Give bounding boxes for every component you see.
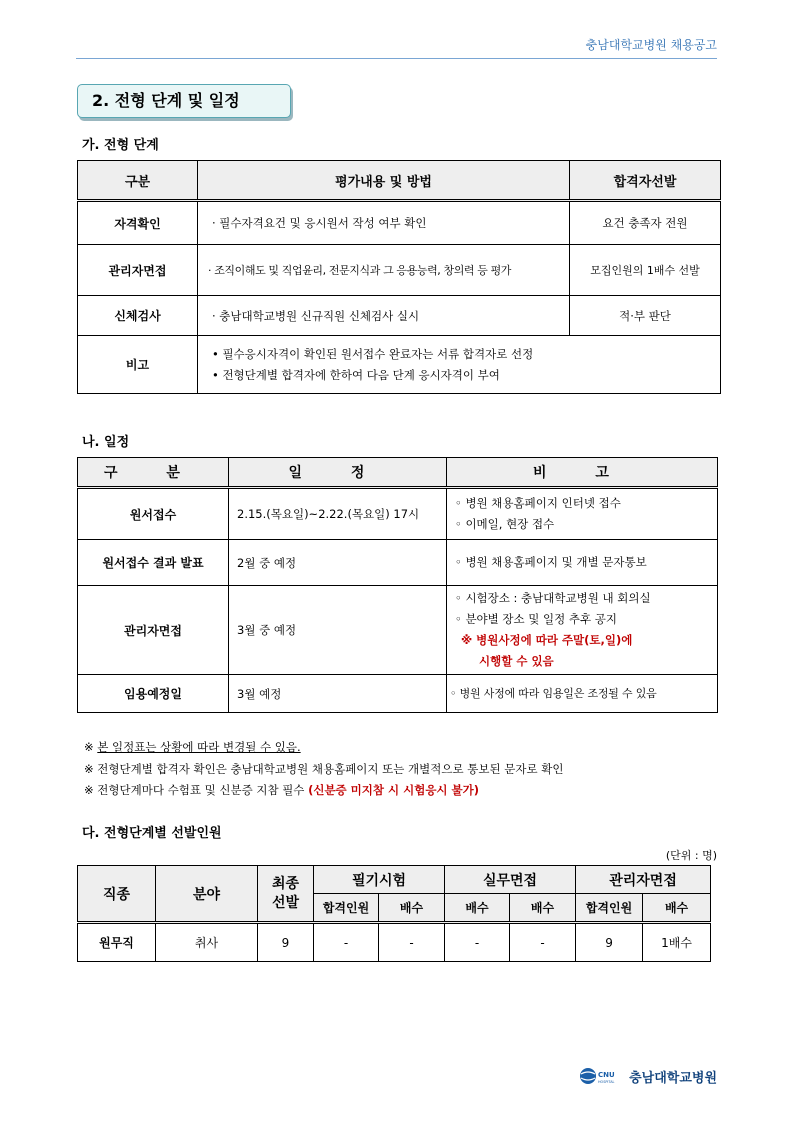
schedule-table: [77, 457, 718, 713]
schedule-date: 3월 예정: [229, 675, 447, 713]
cell-practical-b: -: [510, 923, 576, 962]
svg-text:HOSPITAL: HOSPITAL: [598, 1080, 615, 1084]
schedule-header-category: 구 분: [78, 458, 229, 488]
stage-content: · 필수자격요건 및 응시원서 작성 여부 확인: [198, 201, 570, 245]
logo-text: 충남대학교병원: [629, 1070, 717, 1086]
stage-category: 자격확인: [78, 201, 198, 245]
schedule-title: 나. 일정: [82, 435, 130, 450]
header-pass-count: 합격인원: [576, 894, 643, 923]
schedule-note: ◦ 시험장소 : 충남대학교병원 내 회의실: [455, 591, 651, 605]
stages-header-category: 구분: [78, 161, 198, 201]
footnote-text: 본 일정표는 상황에 따라 변경될 수 있음.: [97, 740, 301, 754]
header-field: 분야: [156, 866, 258, 923]
schedule-header-notes: 비 고: [447, 458, 718, 488]
stage-selection: 적·부 판단: [570, 296, 721, 336]
cell-practical-a: -: [445, 923, 510, 962]
stage-selection: 모집인원의 1배수 선발: [570, 245, 721, 296]
schedule-category: 임용예정일: [78, 675, 229, 713]
schedule-warning: ※ 병원사정에 따라 주말(토,일)에: [461, 633, 633, 647]
header-final: 최종 선발: [258, 866, 314, 923]
schedule-note: ◦ 병원 채용홈페이지 인터넷 접수: [455, 496, 621, 510]
stage-remark: [198, 336, 721, 394]
header-manager: 관리자면접: [576, 866, 711, 894]
schedule-category: 원서접수: [78, 488, 229, 540]
table-row: [78, 923, 711, 962]
table-row: [78, 586, 718, 675]
table-row: [78, 201, 721, 245]
schedule-notes: [447, 586, 718, 675]
footnote: ※ 본 일정표는 상황에 따라 변경될 수 있음.: [84, 740, 301, 754]
cell-written-ratio: -: [379, 923, 445, 962]
header-job: 직종: [78, 866, 156, 923]
stage-category: 신체검사: [78, 296, 198, 336]
header-ratio: 배수: [510, 894, 576, 923]
header-practical: 실무면접: [445, 866, 576, 894]
header-ratio: 배수: [379, 894, 445, 923]
unit-label: (단위 : 명): [665, 849, 717, 862]
footnote-warning: (신분증 미지참 시 시험응시 불가): [308, 783, 480, 797]
schedule-category: 원서접수 결과 발표: [78, 540, 229, 586]
footnotes: [84, 737, 563, 802]
globe-icon: [579, 1066, 625, 1086]
stages-header-content: 평가내용 및 방법: [198, 161, 570, 201]
schedule-date: 2월 중 예정: [229, 540, 447, 586]
selection-table: [77, 865, 711, 962]
header-pass-count: 합격인원: [314, 894, 379, 923]
schedule-notes: [447, 488, 718, 540]
remark-line: • 필수응시자격이 확인된 원서접수 완료자는 서류 합격자로 선정: [212, 346, 534, 361]
stage-content: · 조직이해도 및 직업윤리, 전문지식과 그 응용능력, 창의력 등 평가: [198, 245, 570, 296]
table-row: [78, 675, 718, 713]
header-ratio: 배수: [643, 894, 711, 923]
footnote: ※ 전형단계별 합격자 확인은 충남대학교병원 채용홈페이지 또는 개별적으로 통보된 문자로 확인: [84, 761, 564, 776]
header-title: 충남대학교병원 채용공고: [585, 38, 717, 52]
schedule-notes: [447, 540, 718, 586]
schedule-date: 2.15.(목요일)~2.22.(목요일) 17시: [229, 488, 447, 540]
header-written: 필기시험: [314, 866, 445, 894]
table-row: [78, 245, 721, 296]
stage-category: 관리자면접: [78, 245, 198, 296]
table-row: [78, 540, 718, 586]
schedule-note: ◦ 이메일, 현장 접수: [455, 517, 555, 531]
svg-text:CNU: CNU: [598, 1071, 615, 1079]
schedule-note: ◦ 병원 채용홈페이지 및 개별 문자통보: [455, 555, 647, 569]
cell-field: 취사: [156, 923, 258, 962]
header-divider: [76, 58, 717, 59]
stage-remark-category: 비고: [78, 336, 198, 394]
schedule-note: ◦ 병원 사정에 따라 임용일은 조정될 수 있음: [450, 687, 657, 700]
stages-header-selection: 합격자선발: [570, 161, 721, 201]
table-row: [78, 336, 721, 394]
header-ratio: 배수: [445, 894, 510, 923]
footnote: ※ 전형단계마다 수험표 및 신분증 지참 필수 (신분증 미지참 시 시험응시 불가): [84, 783, 480, 797]
schedule-warning: 시행할 수 있음: [479, 654, 554, 668]
table-row: [78, 488, 718, 540]
stages-table: [77, 160, 721, 394]
remark-line: • 전형단계별 합격자에 한하여 다음 단계 응시자격이 부여: [212, 367, 500, 382]
cell-manager-ratio: 1배수: [643, 923, 711, 962]
section-title: 2. 전형 단계 및 일정: [77, 84, 291, 118]
cell-written-pass: -: [314, 923, 379, 962]
schedule-notes: [447, 675, 718, 713]
schedule-note: ◦ 분야별 장소 및 일정 추후 공지: [455, 612, 618, 626]
cell-final: 9: [258, 923, 314, 962]
table-row: [78, 296, 721, 336]
selection-title: 다. 전형단계별 선발인원: [82, 826, 222, 841]
stage-content: · 충남대학교병원 신규직원 신체검사 실시: [198, 296, 570, 336]
schedule-header-date: 일 정: [229, 458, 447, 488]
stages-title: 가. 전형 단계: [82, 138, 159, 153]
cell-manager-pass: 9: [576, 923, 643, 962]
cell-job: 원무직: [78, 923, 156, 962]
hospital-logo: [579, 1066, 717, 1086]
stage-selection: 요건 충족자 전원: [570, 201, 721, 245]
schedule-date: 3월 중 예정: [229, 586, 447, 675]
schedule-category: 관리자면접: [78, 586, 229, 675]
